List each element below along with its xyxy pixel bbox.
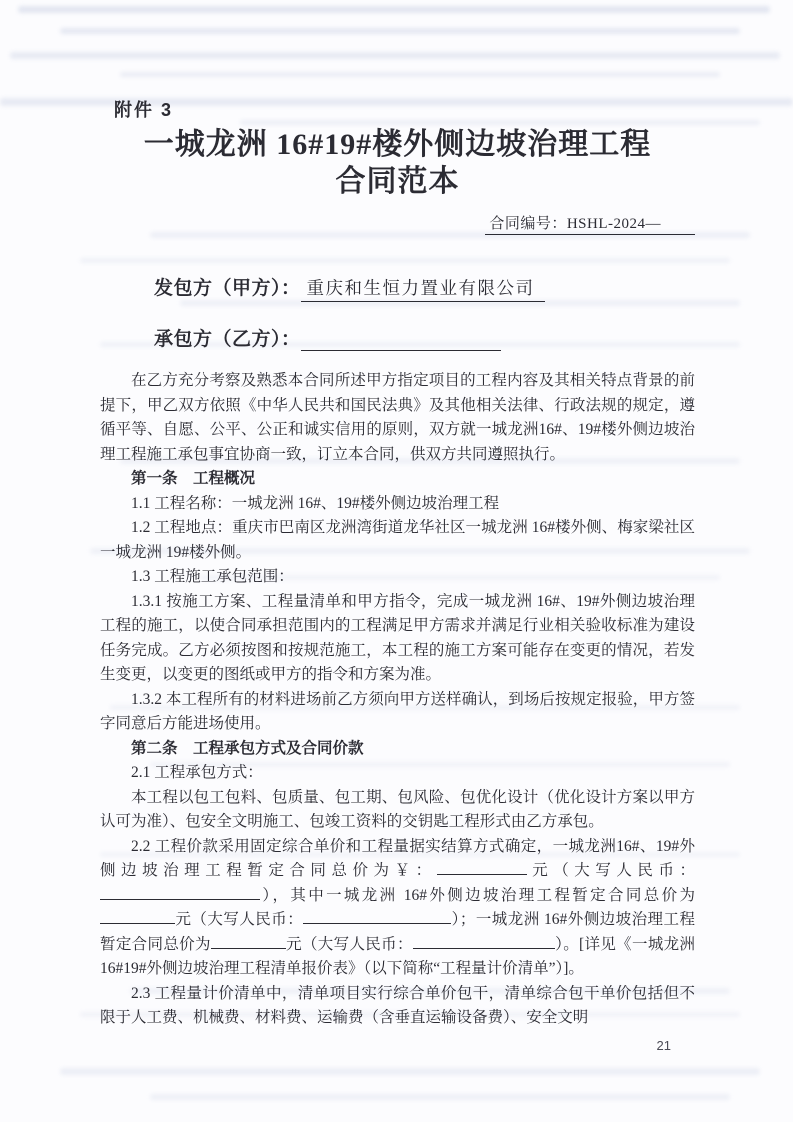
bleed-through-stripe [150,1094,730,1100]
contract-number-row [100,212,695,233]
contract-title-line2: 合同范本 [335,165,460,198]
clause-1-3-1: 1.3.1 按施工方案、工程量清单和甲方指令，完成一城龙洲 16#、19#外侧边坡治理工程的施工，以使合同承担范围内的工程满足甲方需求并满足行业相关验收标准为建设任务完成。乙方必须按图和按规范施工，本工程的施工方案可能存在变更的情况，若发生变更，以变更的图纸或甲方的指令和方案为准。 [100,592,695,683]
employer-name: 重庆和生恒力置业有限公司 [301,278,545,302]
page-number: 21 [656,1038,671,1053]
clause-2-3: 2.3 工程量计价清单中，清单项目实行综合单价包干，清单综合包干单价包括但不限于人工费、机械费、材料费、运输费（含垂直运输设备费）、安全文明 [100,984,695,1026]
clause-2-2 [100,835,695,982]
price-16-words-blank-field [303,910,451,924]
contract-number: 合同编号：HSHL-2024— [485,216,695,235]
clause-2-2-text: 元（大写人民币： [175,911,304,928]
employer-label: 发包方（甲方）： [154,278,301,299]
clause-1-3-2: 1.3.2 本工程所有的材料进场前乙方须向甲方送样确认，到场后按规定报验，甲方签字同意后方能进场使用。 [100,690,695,732]
article-1-heading: 第一条 工程概况 [131,470,256,487]
total-price-blank-field [437,861,527,875]
clause-1-2: 1.2 工程地点：重庆市巴南区龙洲湾街道龙华社区一城龙洲 16#楼外侧、梅家梁社区一城龙洲 19#楼外侧。 [100,519,695,561]
clause-2-1-body: 本工程以包工包料、包质量、包工期、包风险、包优化设计（优化设计方案以甲方认可为准）、包安全文明施工、包竣工资料的交钥匙工程形式由乙方承包。 [100,788,695,830]
intro-paragraph: 在乙方充分考察及熟悉本合同所述甲方指定项目的工程内容及其相关特点背景的前提下，甲乙双方依照《中华人民共和国民法典》及其他相关法律、行政法规的规定，遵循平等、自愿、公平、公正和诚实信用的原则，双方就一城龙洲16#、19#楼外侧边坡治理工程施工承包事宜协商一致，订立本合同，供双方共同遵照执行。 [100,372,695,463]
contract-title-line1: 一城龙洲 16#19#楼外侧边坡治理工程 [143,128,652,161]
clause-2-2-text: 元（大写人民币： [285,935,413,953]
clause-1-3: 1.3 工程施工承包范围： [131,568,294,585]
price-second-blank-field [211,935,286,949]
price-16-blank-field [100,910,175,924]
total-price-words-blank-field [100,886,260,900]
article-2-heading: 第二条 工程承包方式及合同价款 [131,739,364,757]
clause-2-2-text: ）；一城龙洲 16#外侧边坡治理工程暂定合同总价为 [100,911,695,953]
contract-title [100,126,695,200]
clause-2-2-text: ）。[详见《一城龙洲 16#19#外侧边坡治理工程清单报价表》（以下简称“工程量计价清单”）]。 [100,935,695,977]
attachment-label: 附件 3 [114,100,174,120]
clause-2-2-text: 元（大写人民币： [526,862,695,879]
contractor-label: 承包方（乙方）： [154,329,301,350]
contractor-name-blank-field [301,330,501,351]
clause-2-2-text: 2.2 工程价款采用固定综合单价和工程量据实结算方式确定，一城龙洲16#、19#外侧边坡治理工程暂定合同总价为￥： [100,837,695,879]
clause-2-1: 2.1 工程承包方式： [131,764,263,781]
contractor-row [154,324,695,351]
price-second-words-blank-field [413,935,555,949]
clause-2-2-text: ），其中一城龙洲 16#外侧边坡治理工程暂定合同总价为 [260,886,695,904]
employer-row [154,273,695,300]
bleed-through-stripe [60,1068,760,1075]
clause-1-1: 1.1 工程名称：一城龙洲 16#、19#楼外侧边坡治理工程 [131,494,500,512]
